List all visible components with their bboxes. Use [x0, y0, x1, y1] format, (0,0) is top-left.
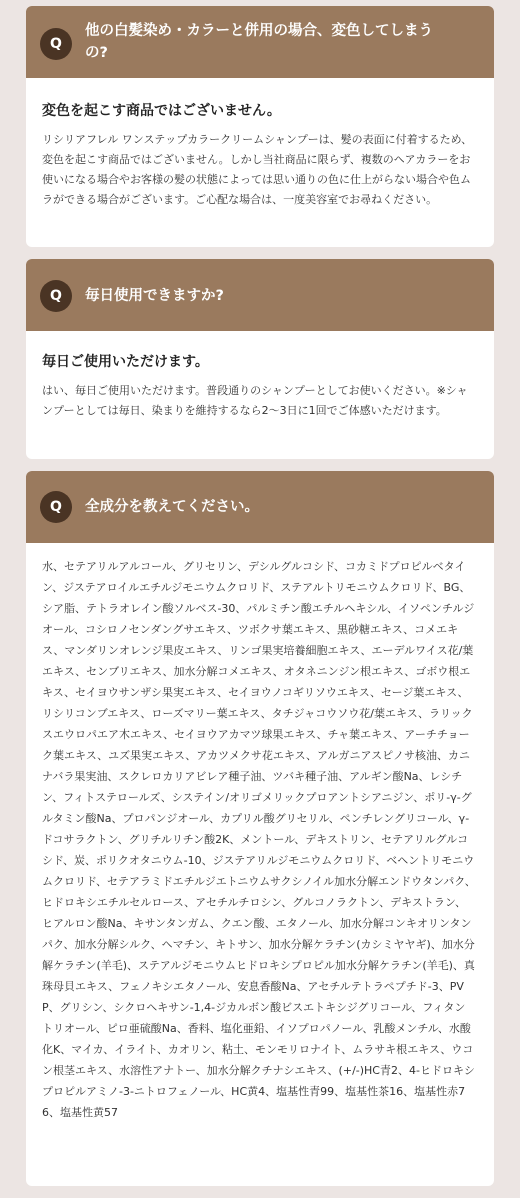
question-text: 全成分を教えてください。 — [85, 499, 259, 515]
question-badge: Q — [40, 491, 72, 523]
question-badge: Q — [40, 28, 72, 60]
question-text: 他の白髪染め・カラーと併用の場合、変色してしまうの? — [85, 23, 433, 61]
faq-item — [26, 6, 494, 247]
faq-answer — [26, 331, 494, 421]
answer-title: 毎日ご使用いただけます。 — [42, 354, 209, 370]
answer-body: はい、毎日ご使用いただけます。普段通りのシャンプーとしてお使いください。※シャンプーとしては毎日、染まりを維持するなら2〜3日に1回でご体感いただけます。 — [42, 384, 468, 417]
question-badge: Q — [40, 280, 72, 312]
faq-answer — [26, 543, 494, 1123]
faq-answer — [26, 78, 494, 210]
faq-question-header[interactable] — [26, 471, 494, 543]
answer-body: リシリアフレル ワンステップカラークリームシャンプーは、髪の表面に付着するため、変色を起こす商品ではございません。しかし当社商品に限らず、複数のヘアカラーをお使いになる場合やお客様の髪の状態によっては思い通りの色に仕上がらない場合や色ムラができる場合がございます。ご心配な場合は、一度美容室でお尋ねください。 — [42, 133, 473, 206]
faq-item — [26, 259, 494, 459]
faq-question-header[interactable] — [26, 259, 494, 331]
answer-title: 変色を起こす商品ではございません。 — [42, 103, 281, 119]
faq-item — [26, 471, 494, 1186]
question-text: 毎日使用できますか? — [85, 288, 224, 304]
faq-question-header[interactable] — [26, 6, 494, 78]
ingredients-list: 水、セテアリルアルコール、グリセリン、デシルグルコシド、コカミドプロピルベタイン、ジステアロイルエチルジモニウムクロリド、ステアルトリモニウムクロリド、BG、シア脂、テトラオレイン酸ソルベス-30、パルミチン酸エチルヘキシル、イソペンチルジオール、コシロノセンダングサエキス、ツボクサ葉エキス、黒砂糖エキス、コメエキス、マンダリンオレンジ果皮エキス、リンゴ果実培養細胞エキス、エーデルワイス花/葉エキス、センブリエキス、加水分解コメエキス、オタネニンジン根エキス、ゴボウ根エキス、セイヨウサンザシ果実エキス、セイヨウノコギリソウエキス、セージ葉エキス、リシリコンブエキス、ローズマリー葉エキス、タチジャコウソウ花/葉エキス、ラリックスエウロパエア木エキス、セイヨウアカマツ球果エキス、チャ葉エキス、アーチチョーク葉エキス、ユズ果実エキス、アカツメクサ花エキス、アルガニアスピノサ核油、カニナバラ果実油、スクレロカリアビレア種子油、ツバキ種子油、アルギン酸Na、レシチン、フィトステロールズ、システイン/オリゴメリックプロアントシアニジン、ポリ-γ-グルタミン酸Na、プロパンジオール、カプリル酸グリセリル、ペンチレングリコール、γ-ドコサラクトン、グリチルリチン酸2K、メントール、デキストリン、セテアリルグルコシド、炭、ポリクオタニウム-10、ジステアリルジモニウムクロリド、ベヘントリモニウムクロリド、セテアラミドエチルジエトニウムサクシノイル加水分解エンドウタンパク、ヒドロキシエチルセルロース、アセチルチロシン、グルコノラクトン、デキストラン、ヒアルロン酸Na、キサンタンガム、クエン酸、エタノール、加水分解コンキオリンタンパク、加水分解シルク、ヘマチン、キトサン、加水分解ケラチン(カシミヤヤギ)、加水分解ケラチン(羊毛)、ステアルジモニウムヒドロキシプロピル加水分解ケラチン(羊毛)、真珠母貝エキス、フェノキシエタノール、安息香酸Na、アセチルテトラペプチド-3、PVP、グリシン、シクロヘキサン-1,4-ジカルボン酸ビスエトキシジグリコール、フィタントリオール、ピロ亜硫酸Na、香料、塩化亜鉛、イソプロパノール、乳酸メンチル、水酸化K、マイカ、イライト、カオリン、粘土、モンモリロナイト、ムラサキ根エキス、ウコン根茎エキス、水溶性アナトー、加水分解クチナシエキス、(+/-)HC青2、4-ヒドロキシプロピルアミノ-3-ニトロフェノール、HC黄4、塩基性青99、塩基性茶16、塩基性赤76、塩基性黄57 — [42, 560, 476, 1119]
